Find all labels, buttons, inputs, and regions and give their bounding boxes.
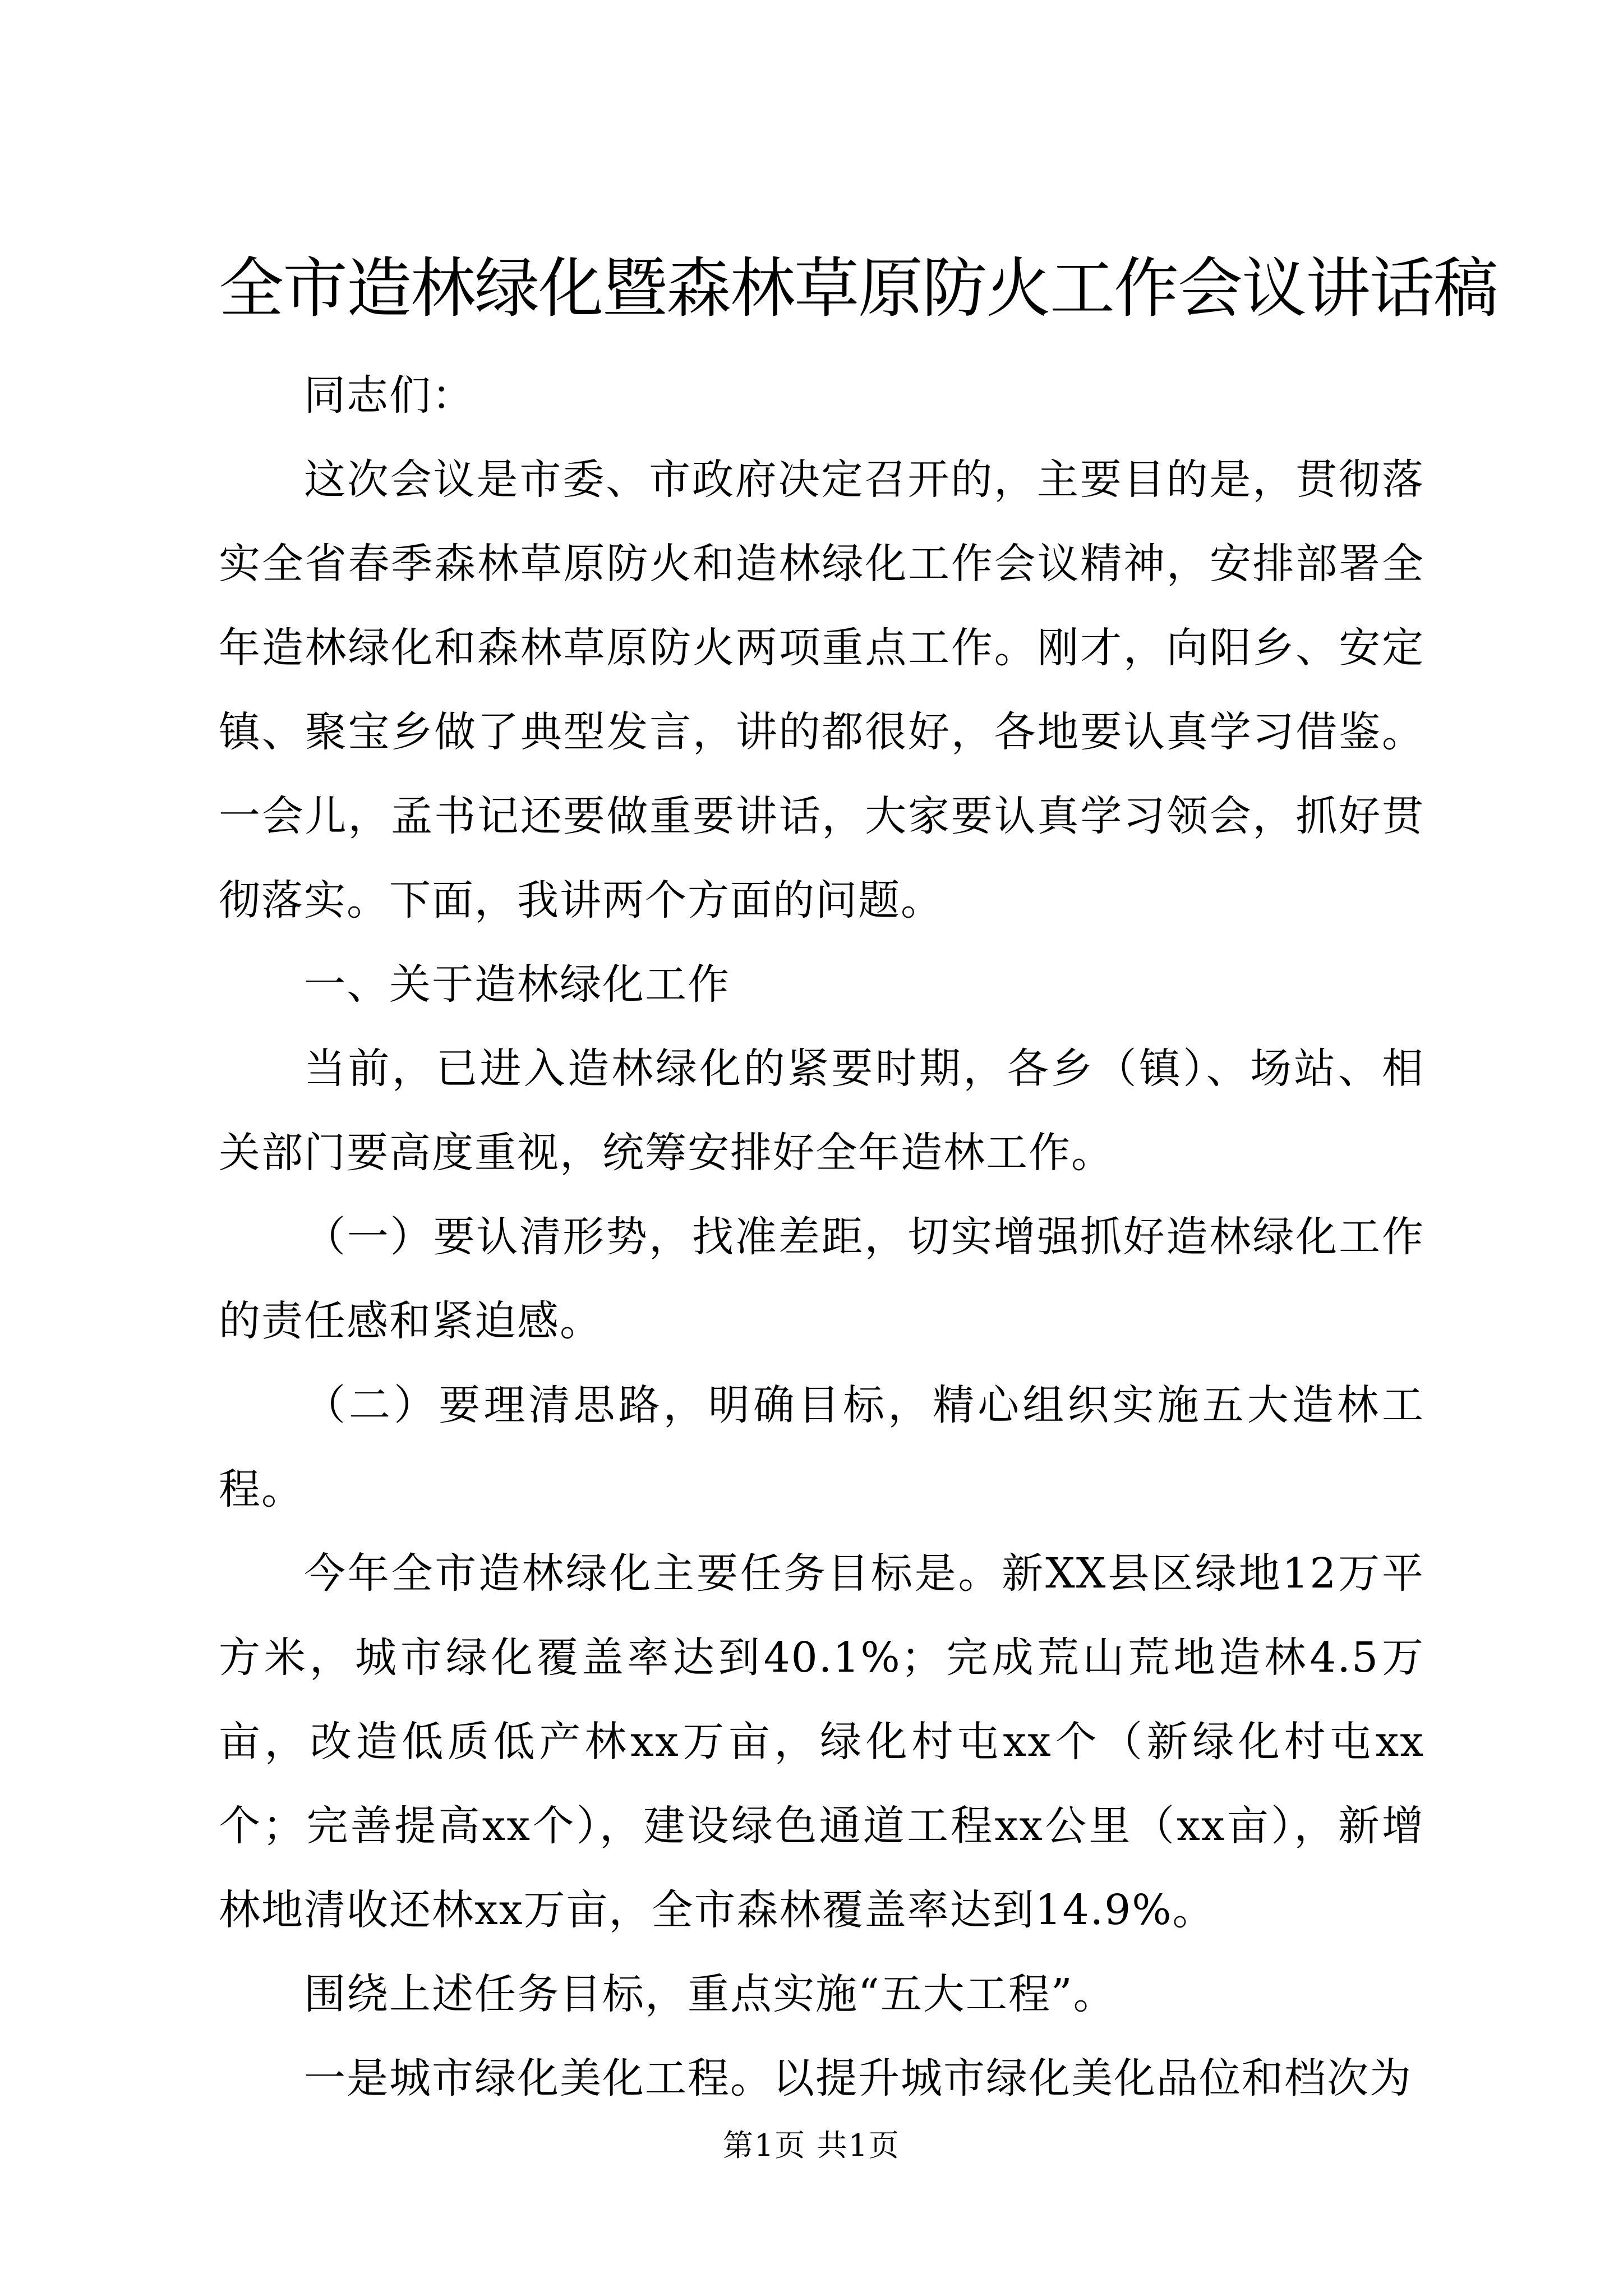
paragraph-targets: 今年全市造林绿化主要任务目标是。新XX县区绿地12万平方米，城市绿化覆盖率达到40.1%；完成荒山荒地造林4.5万亩，改造低质低产林xx万亩，绿化村屯xx个（新绿化村屯xx个；完善提高xx个），建设绿色通道工程xx公里（xx亩），新增林地清收还林xx万亩，全市森林覆盖率达到14.9%。: [219, 1549, 1424, 1934]
subheading-1: （一）要认清形势，找准差距，切实增强抓好造林绿化工作的责任感和紧迫感。: [219, 1213, 1424, 1345]
salutation: 同志们：: [304, 371, 474, 420]
section-heading-1: 一、关于造林绿化工作: [304, 960, 730, 1009]
document-body: [219, 353, 1424, 2120]
subheading-2: （二）要理清思路，明确目标，精心组织实施五大造林工程。: [219, 1381, 1424, 1513]
paragraph-project-1: 一是城市绿化美化工程。以提升城市绿化美化品位和档次为: [304, 2054, 1412, 2102]
document-title: 全市造林绿化暨森林草原防火工作会议讲话稿: [219, 251, 1497, 326]
paragraph-current-period: 当前，已进入造林绿化的紧要时期，各乡（镇）、场站、相关部门要高度重视，统筹安排好全年造林工作。: [219, 1045, 1424, 1177]
page-footer: 第1页 共1页: [723, 2128, 900, 2163]
paragraph-five-projects: 围绕上述任务目标，重点实施“五大工程”。: [304, 1970, 1116, 2018]
paragraph-intro: 这次会议是市委、市政府决定召开的，主要目的是，贯彻落实全省春季森林草原防火和造林绿化工作会议精神，安排部署全年造林绿化和森林草原防火两项重点工作。刚才，向阳乡、安定镇、聚宝乡做了典型发言，讲的都很好，各地要认真学习借鉴。一会儿，孟书记还要做重要讲话，大家要认真学习领会，抓好贯彻落实。下面，我讲两个方面的问题。: [219, 455, 1424, 924]
